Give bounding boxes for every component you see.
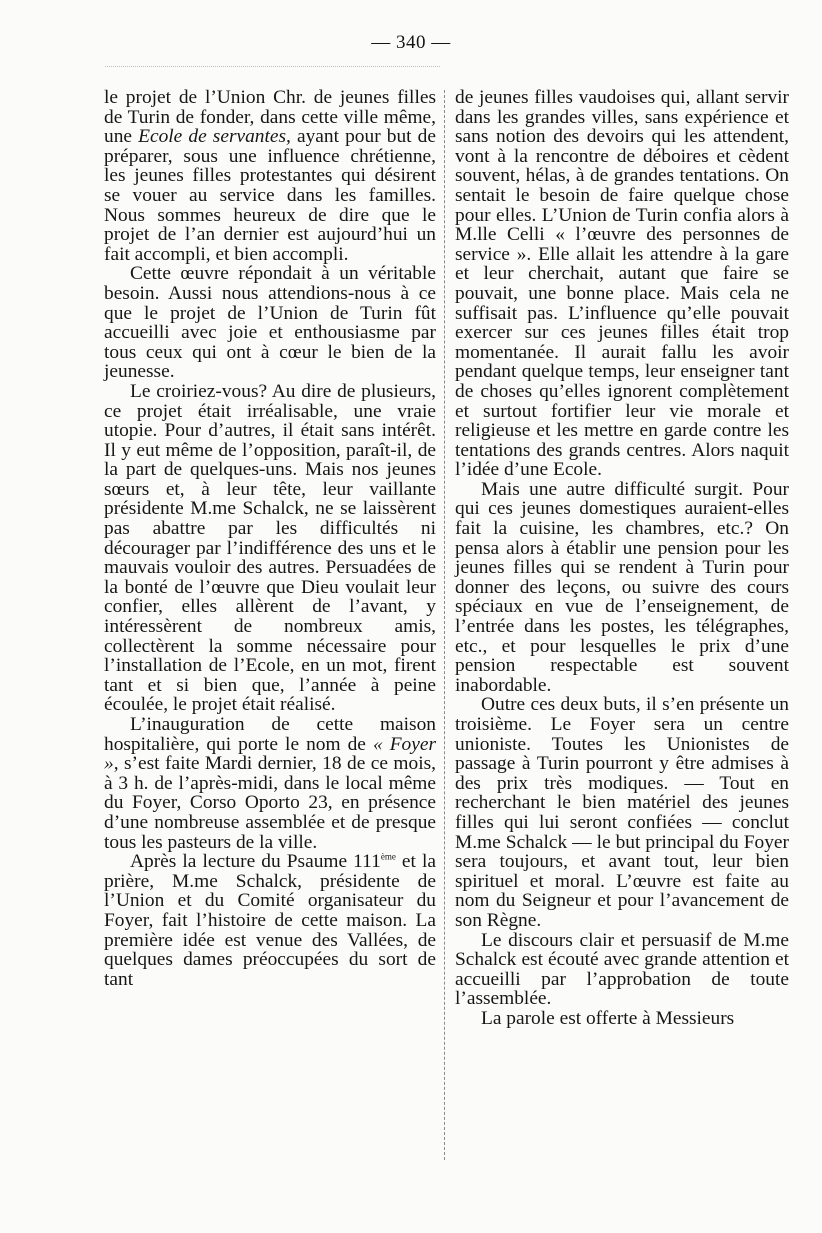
left-paragraph-5: Après la lecture du Psaume 111ème et la prière, M.me Schalck, présidente de l’Union et du Comité organisateur du Foyer, fait l’histoire de cette maison. La première idée est venue des Vallées, de quelques dames préoccupées du sort de tant <box>104 851 436 990</box>
left-paragraph-2: Cette œuvre répondait à un véritable besoin. Aussi nous attendions-nous à ce que le projet de l’Union de Turin fût accueilli avec joie et enthousiasme par tous ceux qui ont à cœur le bien de la jeunesse. <box>104 263 436 383</box>
right-paragraph-5: La parole est offerte à Messieurs <box>481 1007 735 1029</box>
left-paragraph-4: L’inauguration de cette maison hospitalière, qui porte le nom de « Foyer », s’est faite Mardi dernier, 18 de ce mois, à 3 h. de l’après-midi, dans le local même du Foyer, Corso Oporto 23, en présence d’une nombreuse assemblée et de presque tous les pasteurs de la ville. <box>104 714 437 853</box>
right-paragraph-3: Outre ces deux buts, il s’en présente un troisième. Le Foyer sera un centre unioniste. Toutes les Unionistes de passage à Turin pourront y être admises à des prix très modiques. — Tout en recherchant le bien matériel des jeunes filles qui lui seront confiées — conclut M.me Schalck — le but principal du Foyer sera toujours, et avant tout, leur bien spirituel et moral. L’œuvre est faite au nom du Seigneur et pour l’avancement de son Règne. <box>455 694 789 931</box>
header-rule <box>105 66 440 67</box>
emphasis-ecole-de-servantes: Ecole de servantes, <box>138 126 291 148</box>
right-paragraph-1: de jeunes filles vaudoises qui, allant servir dans les grandes villes, sans expérience et sans notion des devoirs qui les attendent, vont à la rencontre de déboires et cèdent souvent, hélas, à de grandes tentations. On sentait le besoin de faire quelque chose pour elles. L’Union de Turin confia alors à M.lle Celli « l’œuvre des personnes de service ». Elle allait les attendre à la gare et leur cherchait, autant que faire se pouvait, une bonne place. Mais cela ne suffisait pas. L’influence qu’elle pouvait exercer sur ces jeunes filles était trop momentanée. Il aurait fallu les avoir pendant quelque temps, leur enseigner tant de choses qu’elles ignorent complètement et surtout fortifier leur vie morale et religieuse et les mettre en garde contre les tentations des grands centres. Alors naquit l’idée d’une Ecole. <box>455 87 789 481</box>
right-column <box>455 88 789 1029</box>
left-paragraph-3: Le croiriez-vous? Au dire de plusieurs, ce projet était irréalisable, une vraie utopie. Pour d’autres, il était sans intérêt. Il y eut même de l’opposition, paraît-il, de la part de quelques-uns. Mais nos jeunes sœurs et, à leur tête, leur vaillante présidente M.me Schalck, ne se laissèrent pas abattre par les difficultés ni décourager par l’indifférence des uns et le mauvais vouloir des autres. Persuadées de la bonté de l’œuvre que Dieu voulait leur confier, elles allèrent de l’avant, y intéressèrent de nombreux amis, collectèrent la somme nécessaire pour l’installation de l’Ecole, en un mot, firent tant et si bien que, l’année à peine écoulée, le projet était réalisé. <box>104 380 436 716</box>
column-divider <box>444 90 445 1160</box>
superscript-eme: ème <box>380 851 396 862</box>
left-column <box>104 88 436 989</box>
left-paragraph-1: le projet de l’Union Chr. de jeunes filles de Turin de fonder, dans cette ville même, une Ecole de servantes, ayant pour but de préparer, sous une influence chrétienne, les jeunes filles protestantes qui désirent se vouer au service dans les familles. Nous sommes heureux de dire que le projet de l’an dernier est aujourd’hui un fait accompli, et bien accompli. <box>104 87 436 265</box>
page-number: — 340 — <box>371 32 451 53</box>
right-paragraph-2: Mais une autre difficulté surgit. Pour qui ces jeunes domestiques auraient-elles fait la cuisine, les chambres, etc.? On pensa alors à établir une pension pour les jeunes filles qui se rendent à Turin pour donner des leçons, ou suivre des cours spéciaux en vue de l’enseignement, de l’entrée dans les postes, les télégraphes, etc., et pour lesquelles le prix d’une pension respectable est souvent inabordable. <box>455 478 789 696</box>
emphasis-foyer: « Foyer » <box>104 733 437 775</box>
right-paragraph-4: Le discours clair et persuasif de M.me Schalck est écouté avec grande attention et accueilli par l’approbation de toute l’assemblée. <box>455 929 789 1010</box>
